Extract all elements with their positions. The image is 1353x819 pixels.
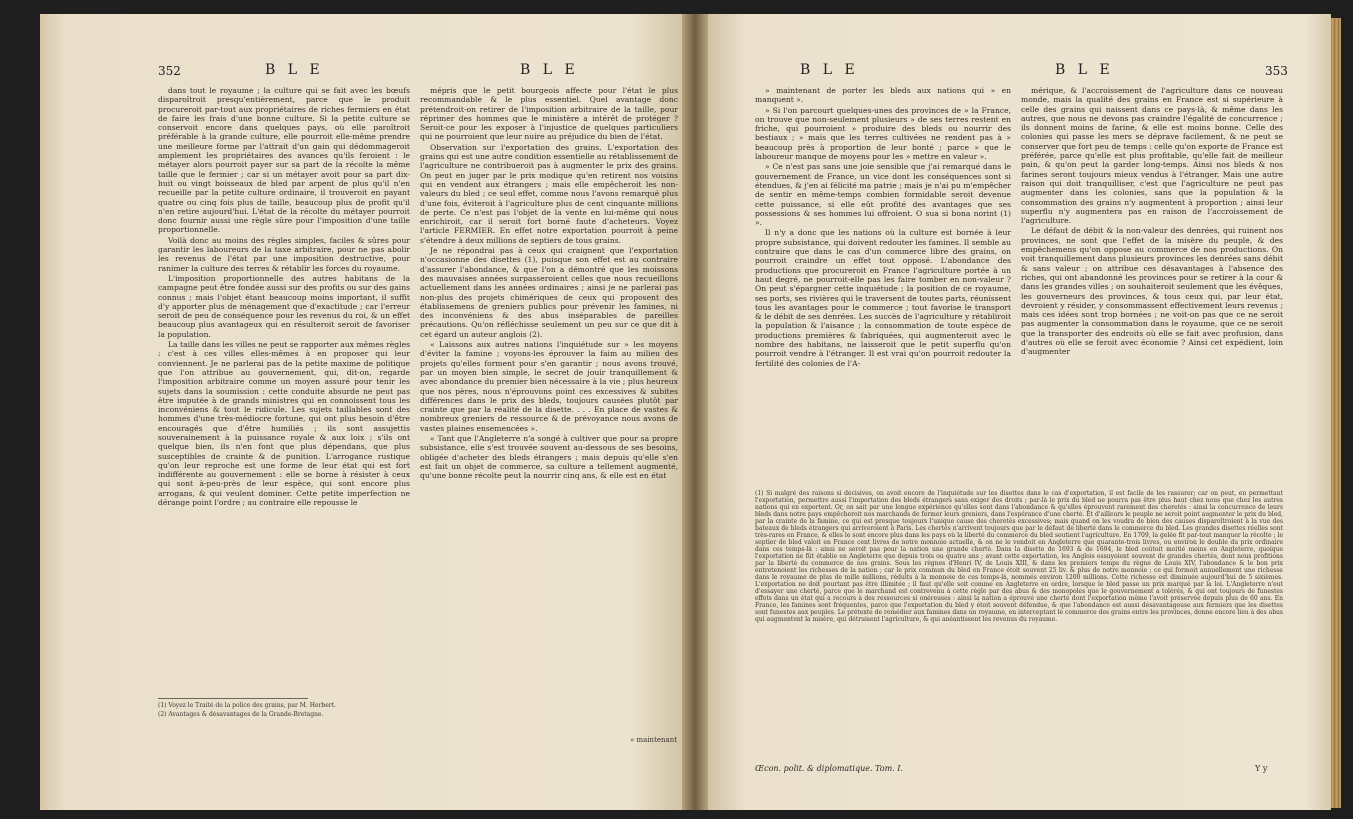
catchword: » maintenant [630, 736, 678, 744]
left-footnote-1: (1) Voyez le Traité de la police des grains, par M. Herbert. [158, 702, 336, 709]
paragraph: « Tant que l'Angleterre n'a songé à cultiver que pour sa propre subsistance, elle s'est trouvée souvent au-dessous de ses besoins, obligée d'acheter des bleds étrangers ; mais depuis qu'elle s'en est fait un objet de commerce, sa culture a tellement augmenté, qu'une bonne récolte peut la nourrir cinq ans, & elle est en état [420, 433, 678, 481]
right-running-head-left: B L E [800, 62, 859, 78]
paragraph: » Si l'on parcourt quelques-unes des provinces de » la France, on trouve que non-seulement plusieurs » de ses terres restent en friche, qui pourroient » produire des bleds ou nourrir des bestiaux ; » mais que les terres cultivées ne rendent pas à » beaucoup près à proportion de leur bonté ; parce » que le laboureur manque de moyens pour les » mettre en valeur ». [755, 105, 1011, 162]
signature-line: Œcon. polit. & diplomatique. Tom. I. [755, 764, 903, 773]
paragraph: La taille dans les villes ne peut se rapporter aux mêmes règles : c'est à ces villes elles-mêmes à en proposer qui leur conviennent. Je ne parlerai pas de la petite maxime de politique que l'on attribue au gouvernement, qui, dit-on, regarde l'imposition arbitraire comme un moyen assuré pour tenir les sujets dans la soumission : cette conduite absurde ne peut pas être imputée à de grands ministres qui en connoissent tous les inconvéniens & tout le ridicule. Les sujets taillables sont des hommes d'une très-médiocre fortune, qui ont plus besoin d'être encouragés que d'être humiliés ; ils sont assujettis souverainement à la puissance royale & aux loix ; s'ils ont quelque bien, ils n'en font que plus dépendans, que plus susceptibles de crainte & de punition. L'arrogance rustique qu'on leur reproche est une forme de leur état qui est fort indifférente au gouvernement : elle se borne à résister à ceux qui sont à-peu-près de leur espèce, qui sont encore plus arrogans, & qui veulent dominer. Cette petite imperfection ne dérange point l'ordre ; au contraire elle repousse le [158, 340, 410, 508]
left-running-head-left: B L E [265, 62, 324, 78]
footnote-rule [158, 698, 308, 699]
paragraph: Je ne répondrai pas à ceux qui craignent que l'exportation n'occasionne des disettes (1), puisque son effet est au contraire d'assurer l'abondance, & que l'on a démontré que les moissons des mauvaises années surpasseroient celles que nous recueillons actuellement dans les années ordinaires ; ainsi je ne parlerai pas non-plus des projets chimériques de ceux qui proposent des établissemens de greniers publics pour prévenir les famines, ni des inconvéniens & des abus inséparables de pareilles précautions. Qu'on réfléchisse seulement un peu sur ce que dit à cet égard un auteur anglois (2). [420, 246, 678, 339]
book-gutter [682, 14, 708, 810]
paragraph: » Ce n'est pas sans une joie sensible que j'ai remarqué dans le gouvernement de France, un vice dont les conséquences sont si étendues, & j'en ai félicité ma patrie ; mais je n'ai pu m'empêcher de sentir en même-temps combien formidable seroit devenue cette puissance, si elle eût profité des avantages que ses possessions & ses hommes lui offroient. O sua si bona norint (1) ». [755, 162, 1011, 228]
right-page-column-1 [755, 86, 1011, 484]
signature-mark: Y y [1255, 764, 1268, 773]
right-page-column-2 [1021, 86, 1283, 484]
left-page-column-2 [420, 86, 678, 691]
left-footnote-2: (2) Avantages & désavantages de la Grande-Bretagne. [158, 711, 324, 718]
paragraph: Observation sur l'exportation des grains. L'exportation des grains qui est une autre condition essentielle au rétablissement de l'agriculture ne contribueroit pas à augmenter le prix des grains. On peut en juger par le prix modique qu'en retirent nos voisins qui en vendent aux étrangers ; mais elle empêcheroit les non-valeurs du bled ; ce seul effet, comme nous l'avons remarqué plus d'une fois, éviteroit à l'agriculture plus de cent cinquante millions de perte. Ce n'est pas l'objet de la vente en lui-même qui nous enrichiroit, car il seroit fort borné faute d'acheteurs. Voyez l'article FERMIER. En effet notre exportation pourroit à peine s'étendre à deux millions de septiers de tous grains. [420, 142, 678, 245]
paragraph: » maintenant de porter les bleds aux nations qui » en manquent ». [755, 86, 1011, 105]
paragraph: Il n'y a donc que les nations où la culture est bornée à leur propre subsistance, qui doivent redouter les famines. Il semble au contraire que dans le cas d'un commerce libre des grains, on pourroit craindre un effet tout opposé. L'abondance des productions que procureroit en France l'agriculture portée à un haut degré, ne pourroit-elle pas les faire tomber en non-valeur ? On peut s'épargner cette inquiétude ; la position de ce royaume, ses ports, ses rivières qui le traversent de toutes parts, réunissent tous les avantages pour le commerce ; tout favorise le transport & le débit de ses denrées. Les succès de l'agriculture y rétabliroit la population & l'aisance ; la consommation de toute espèce de productions premières & fabriquées, qui augmenteroit avec le nombre des habitans, ne laisseroit que le petit superflu qu'on pourroit vendre à l'étranger. Il est vrai qu'on pourroit redouter la fertilité des colonies de l'A- [755, 228, 1011, 368]
paragraph: mérique, & l'accroissement de l'agriculture dans ce nouveau monde, mais la qualité des grains en France est si supérieure à celle des grains qui naissent dans ce pays-là, & même dans les autres, que nous ne devons pas craindre l'égalité de concurrence ; ils donnent moins de farine, & elle est moins bonne. Celle des colonies qui passe les mers se déprave facilement, & ne peut se conserver que fort peu de temps : celle qu'on exporte de France est préférée, parce qu'elle est plus profitable, qu'elle fait de meilleur pain, & qu'on peut la garder long-temps. Ainsi nos bleds & nos farines seront toujours mieux vendus à l'étranger. Mais une autre raison qui doit tranquilliser, c'est que l'agriculture ne peut pas augmenter dans les colonies, sans que la population & la consommation des grains n'y augmentent à proportion ; ainsi leur superflu n'y augmentera pas en raison de l'accroissement de l'agriculture. [1021, 86, 1283, 226]
left-page [40, 14, 695, 810]
left-running-head-right: B L E [520, 62, 579, 78]
right-running-head-right: B L E [1055, 62, 1114, 78]
paragraph: L'imposition proportionnelle des autres habitans de la campagne peut être fondée aussi sur des profits ou sur des gains connus ; mais l'objet étant beaucoup moins important, il suffit d'y apporter plus de ménagement que d'exactitude ; car l'erreur seroit de peu de conséquence pour les revenus du roi, & un effet beaucoup plus avantageux qui en résulteroit seroit de favoriser la population. [158, 273, 410, 339]
paragraph: Le défaut de débit & la non-valeur des denrées, qui ruinent nos provinces, ne sont que l'effet de la misère du peuple, & des empêchemens qu'on oppose au commerce de nos productions. On voit tranquillement dans plusieurs provinces les denrées sans débit & sans valeur ; on attribue ces désavantages à l'absence des riches, qui ont abandonné les provinces pour se retirer à la cour & dans les grandes villes ; on souhaiteroit seulement que les évêques, les gouverneurs des provinces, & tous ceux qui, par leur état, devroient y résider, y consommassent effectivement leurs revenus ; mais ces idées sont trop bornées ; ne voit-on pas que ce ne seroit pas augmenter la consommation dans le royaume, que ce ne seroit que la transporter des endroits où elle se fait avec profusion, dans d'autres où elle se feroit avec économie ? Ainsi cet expédient, loin d'augmenter [1021, 226, 1283, 357]
paragraph: dans tout le royaume ; la culture qui se fait avec les bœufs disparoîtroit presqu'entièrement, parce que le produit procureroit par-tout aux propriétaires de riches fermiers en état de faire les frais d'une bonne culture. Si la petite culture se conservoit encore dans quelques pays, où elle paroîtroit préférable à la grande culture, elle pourroit elle-même prendre une meilleure forme par l'attrait d'un gain qui dédommageroit amplement les propriétaires des avances qu'ils feroient : le métayer alors pourroit payer sur sa part de la récolte la même taille que le fermier ; car si un métayer avoit pour sa part dix-huit ou vingt boisseaux de bled par arpent de plus qu'il n'en recueille par la petite culture ordinaire, il trouveroit en payant quatre ou cinq fois plus de taille, beaucoup plus de profit qu'il n'en retire aujourd'hui. L'état de la récolte du métayer pourroit donc fournir aussi une règle sûre pour l'imposition d'une taille proportionnelle. [158, 86, 410, 235]
paragraph: mépris que le petit bourgeois affecte pour l'état le plus recommandable & le plus essentiel. Quel avantage donc prétendroit-on retirer de l'imposition arbitraire de la taille, pour réprimer des hommes que le ministère a intérêt de protéger ? Seroit-ce pour les exposer à l'injustice de quelques particuliers qui ne pourroient que leur nuire au préjudice du bien de l'état. [420, 86, 678, 142]
left-page-column-1 [158, 86, 410, 691]
right-footnote: (1) Si malgré des raisons si décisives, on avoit encore de l'inquiétude sur les disettes dans le cas d'exportation, il est facile de les rassurer; car on peut, en permettant l'exportation, permettre aussi l'importation des bleds étrangers sans exiger des droits ; par-là le prix du bled ne pourra pas être plus haut chez nous que chez les autres nations qui en exportent. Or, on sait par une longue expérience qu'elles sont dans l'abondance & qu'elles éprouvent rarement des cheretés : ainsi la concurrence de leurs bleds dans notre pays empêcheroit nos marchands de fermer leurs greniers, dans l'espérance d'une cherté. Et d'ailleurs le peuple ne seroit point augmenter le prix du bled, par la crainte de la famine, ce qui est presque toujours l'unique cause des cheretés excessives; mais quand on les voudra de bien des causes disparoîtroient à la vue des bateaux de bleds étrangers qui arriveroient à Paris. Les chertés n'arrivent toujours que par le défaut de liberté dans le commerce du bled. Les grandes disettes réelles sont très-rares en France, & elles le sont encore plus dans les pays où la liberté du commerce du bled soutient l'agriculture. En 1709, la gelée fit par-tout manquer la récolte ; le septier de bled valoit en France cent livres de notre monnoie actuelle, & on ne le vendoit en Angleterre que quarante-trois livres, ou environ le double du prix ordinaire dans ces temps-là : ainsi ne seroit pas pour la nation une grande cherté. Dans la disette de 1693 & de 1694, le bled coûtoit moitié moins en Angleterre, quoique l'exportation ne fût établie en Angleterre que depuis trois ou quatre ans ; avant cette exportation, les Anglois essuyoient souvent de grandes chertés, dont nous profitions par la liberté du commerce de nos grains. Sous les règnes d'Henri IV, de Louis XIII, & dans les premiers temps du règne de Louis XIV, l'abondance & le bon prix entretenoient les richesses de la nation ; car le prix commun du bled en France étoit souvent 25 liv. & plus de notre monnoie ; ce qui formoit annuellement une richesse dans le royaume de plus de mille millions, réduits à la monnoie de ces temps-là, nommés environ 1200 millions. Cette richesse est diminuée aujourd'hui de 5 sixièmes. L'exportation ne doit pourtant pas être illimitée ; il faut qu'elle soit comme en Angleterre en ordre, lorsque le bled passe un prix marqué par la loi. L'Angleterre n'eut d'essayer une cherté, parce que le marchand est contrevenu à cette règle par des abus & des monopoles que le gouvernement a tolérés, & qui ont toujours de funestes effets dans un état qui a recours à des ressources si onéreuses : ainsi la nation a éprouvé une cherté dont l'exportation même l'avoit préservée depuis plus de 60 ans. En France, les famines sont fréquentes, parce que l'exportation du bled y étoit souvent défendue, & que l'abondance est aussi désavantageuse aux fermiers que les disettes sont funestes aux peuples. Le prétexte de remédier aux famines dans un royaume, en interceptant le commerce des grains entre les provinces, donne encore lieu à des abus qui augmentent la misère, qui détruisent l'agriculture, & qui anéantissent les revenus du royaume. [755, 490, 1283, 623]
paragraph: « Laissons aux autres nations l'inquiétude sur » les moyens d'éviter la famine ; voyons-les éprouver la faim au milieu des projets qu'elles forment pour s'en garantir ; nous avons trouvé, par un moyen bien simple, le secret de jouir tranquillement & avec abondance du premier bien nécessaire à la vie ; plus heureux que nos pères, nous n'éprouvons point ces excessives & subites différences dans le prix des bleds, toujours causées plutôt par crainte que par la réalité de la disette. . . . En place de vastes & nombreux greniers de ressource & de prévoyance nous avons de vastes plaines ensemencées ». [420, 340, 678, 433]
left-page-number: 352 [158, 64, 181, 78]
paragraph: Voilà donc au moins des règles simples, faciles & sûres pour garantir les laboureurs de la taxe arbitraire, pour ne pas abolir les revenus de l'état par une imposition destructive, pour ranimer la culture des terres & rétablir les forces du royaume. [158, 235, 410, 273]
right-page [695, 14, 1331, 810]
right-page-number: 353 [1265, 64, 1288, 78]
